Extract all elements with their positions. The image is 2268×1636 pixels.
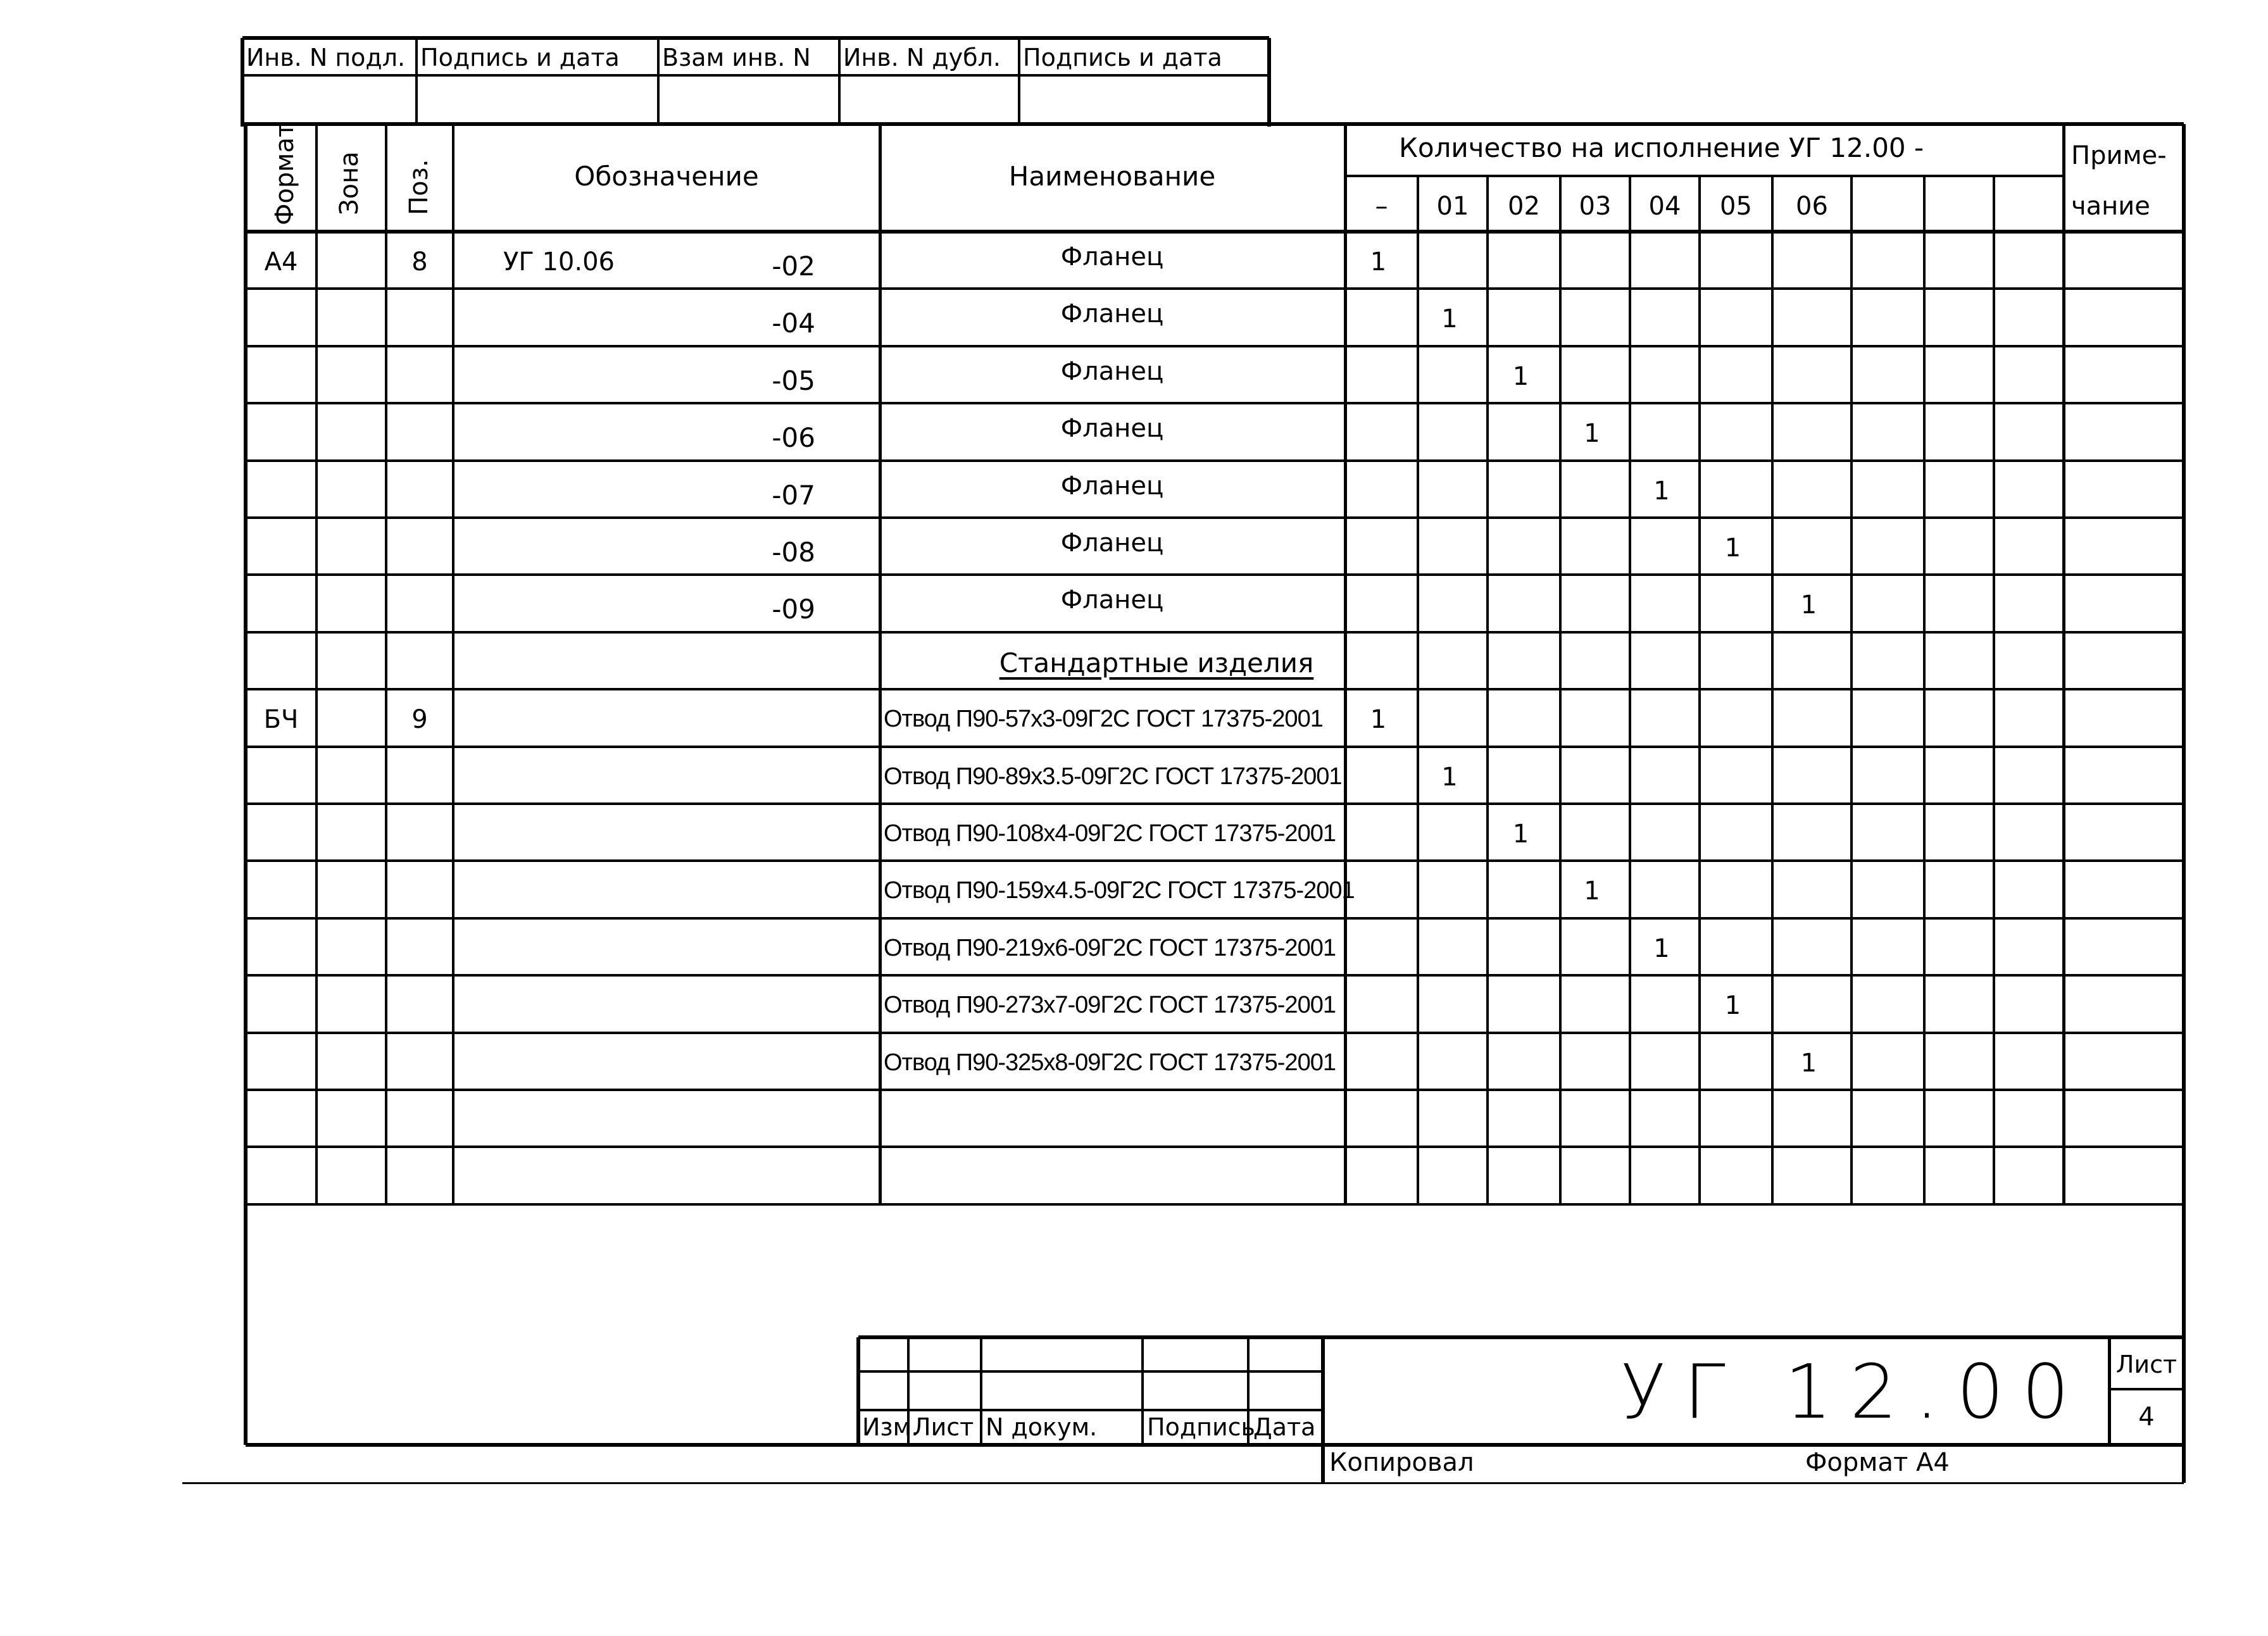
row-line (246, 459, 2184, 462)
sheet-box-line (2108, 1337, 2111, 1445)
title-block-line (1141, 1337, 1144, 1445)
cell-quantity: 1 (1584, 877, 1600, 906)
title-block-label: Дата (1253, 1413, 1316, 1441)
cell-quantity: 1 (1584, 419, 1600, 448)
top-stamp-divider (838, 38, 841, 124)
cell-quantity: 1 (1724, 534, 1741, 563)
qty-column-line (1850, 176, 1853, 1204)
qty-header-divider (1345, 175, 2064, 177)
frame-left-line (244, 124, 247, 1445)
cell-quantity: 1 (1512, 362, 1529, 391)
header-qty-column: 02 (1508, 192, 1540, 221)
row-line (246, 859, 2184, 862)
cell-quantity: 1 (1724, 991, 1741, 1020)
top-stamp-divider (657, 38, 660, 124)
row-line (246, 573, 2184, 576)
cell-name: Отвод П90-273х7-09Г2С ГОСТ 17375-2001 (884, 992, 1336, 1018)
cell-quantity: 1 (1370, 705, 1387, 734)
column-line (452, 124, 454, 1204)
title-block-label: Изм. (862, 1413, 919, 1441)
title-block-line (858, 1370, 1323, 1373)
title-block-line (858, 1409, 1323, 1411)
title-block-line (980, 1337, 982, 1445)
qty-column-line (1486, 176, 1489, 1204)
cell-name: Отвод П90-219х6-09Г2С ГОСТ 17375-2001 (884, 935, 1336, 961)
row-line (246, 1203, 2184, 1206)
document-code: УГ 12.00 (1620, 1348, 2087, 1435)
top-stamp-header: Подпись и дата (420, 44, 620, 72)
cell-position: 9 (411, 705, 428, 734)
top-stamp-divider (242, 74, 1269, 77)
cell-format: БЧ (263, 705, 299, 734)
cell-name: Отвод П90-89х3.5-09Г2С ГОСТ 17375-2001 (884, 763, 1342, 790)
qty-column-line (1923, 176, 1926, 1204)
header-format: Формат (270, 122, 299, 225)
cell-name: Фланец (1060, 471, 1164, 501)
top-stamp-divider (415, 38, 418, 124)
column-line (2062, 124, 2065, 1204)
cell-quantity: 1 (1441, 304, 1458, 334)
qty-column-line (1771, 176, 1774, 1204)
top-stamp-divider (241, 38, 244, 127)
cell-quantity: 1 (1653, 934, 1670, 963)
header-position: Поз. (404, 159, 434, 215)
cell-designation-suffix: -05 (772, 365, 815, 396)
title-block-line (858, 1335, 1323, 1339)
cell-name: Отвод П90-108х4-09Г2С ГОСТ 17375-2001 (884, 820, 1336, 847)
top-stamp-header: Подпись и дата (1023, 44, 1222, 72)
footer-format: Формат А4 (1805, 1448, 1950, 1477)
header-qty-column: – (1375, 192, 1388, 221)
cell-name: Фланец (1060, 528, 1164, 558)
cell-format: А4 (264, 247, 298, 277)
title-block-label: Подпись (1147, 1413, 1255, 1441)
cell-quantity: 1 (1653, 477, 1670, 506)
title-block-label: Лист (913, 1413, 974, 1441)
sheet-label: Лист (2115, 1351, 2177, 1378)
top-stamp-divider (1018, 38, 1020, 124)
cell-quantity: 1 (1800, 590, 1817, 620)
frame-top-line (242, 122, 1342, 126)
column-line (385, 124, 387, 1204)
header-qty-column: 06 (1796, 192, 1828, 221)
header-note: чание (2071, 192, 2150, 221)
qty-column-line (1993, 176, 1995, 1204)
table-header-bottom (246, 230, 2184, 234)
row-line (246, 688, 2184, 690)
row-line (246, 402, 2184, 404)
cell-name: Фланец (1060, 414, 1164, 443)
cell-quantity: 1 (1800, 1049, 1817, 1078)
sheet-box-line (2109, 1388, 2184, 1390)
cell-name: Фланец (1060, 357, 1164, 386)
frame-bottom-line (246, 1443, 2184, 1447)
row-line (246, 287, 2184, 290)
title-block-line (1323, 1335, 2184, 1339)
title-block-line (856, 1337, 860, 1445)
cell-name: Фланец (1060, 299, 1164, 328)
qty-column-line (1629, 176, 1631, 1204)
cell-designation-suffix: -02 (772, 251, 815, 282)
frame-top-line (1342, 122, 2184, 126)
qty-column-line (1417, 176, 1419, 1204)
cell-position: 8 (411, 247, 428, 277)
sheet-number: 4 (2138, 1402, 2155, 1432)
header-qty-column: 04 (1648, 192, 1681, 221)
top-stamp-header: Инв. N дубл. (843, 44, 1001, 72)
header-qty-column: 01 (1436, 192, 1469, 221)
title-block-label: N докум. (986, 1413, 1098, 1441)
section-heading: Стандартные изделия (999, 647, 1314, 678)
cell-designation-suffix: -04 (772, 308, 815, 339)
cell-name: Отвод П90-159х4.5-09Г2С ГОСТ 17375-2001 (884, 877, 1355, 904)
cell-designation: УГ 10.06 (503, 247, 615, 277)
top-stamp-border (242, 36, 1269, 40)
row-line (246, 1089, 2184, 1091)
footer-line (182, 1482, 2184, 1484)
column-line (879, 124, 882, 1204)
top-stamp-header: Инв. N подл. (246, 44, 406, 72)
footer-copied: Копировал (1329, 1448, 1474, 1477)
row-line (246, 631, 2184, 634)
top-stamp-header: Взам инв. N (662, 44, 811, 72)
cell-name: Отвод П90-57х3-09Г2С ГОСТ 17375-2001 (884, 706, 1323, 732)
header-quantity-title: Количество на исполнение УГ 12.00 - (1399, 132, 1924, 163)
cell-designation-suffix: -07 (772, 480, 815, 511)
row-line (246, 1032, 2184, 1034)
row-line (246, 516, 2184, 519)
top-stamp-divider (1267, 38, 1271, 127)
row-line (246, 1146, 2184, 1148)
row-line (246, 746, 2184, 748)
cell-name: Фланец (1060, 242, 1164, 272)
qty-column-line (1559, 176, 1562, 1204)
title-block-line (1321, 1337, 1325, 1483)
cell-quantity: 1 (1370, 247, 1387, 277)
cell-name: Отвод П90-325х8-09Г2С ГОСТ 17375-2001 (884, 1049, 1336, 1076)
cell-designation-suffix: -09 (772, 594, 815, 625)
cell-quantity: 1 (1441, 763, 1458, 792)
header-qty-column: 05 (1720, 192, 1752, 221)
row-line (246, 802, 2184, 805)
header-zone: Зона (335, 151, 364, 215)
column-line (1344, 124, 1347, 1204)
column-line (315, 124, 318, 1204)
cell-name: Фланец (1060, 585, 1164, 615)
header-note: Приме- (2071, 141, 2167, 170)
cell-designation-suffix: -08 (772, 537, 815, 568)
cell-quantity: 1 (1512, 820, 1529, 849)
row-line (246, 974, 2184, 977)
row-line (246, 917, 2184, 920)
row-line (246, 345, 2184, 347)
header-qty-column: 03 (1579, 192, 1612, 221)
header-name: Наименование (1008, 161, 1216, 192)
cell-designation-suffix: -06 (772, 422, 815, 453)
qty-column-line (1698, 176, 1701, 1204)
header-designation: Обозначение (574, 161, 759, 192)
